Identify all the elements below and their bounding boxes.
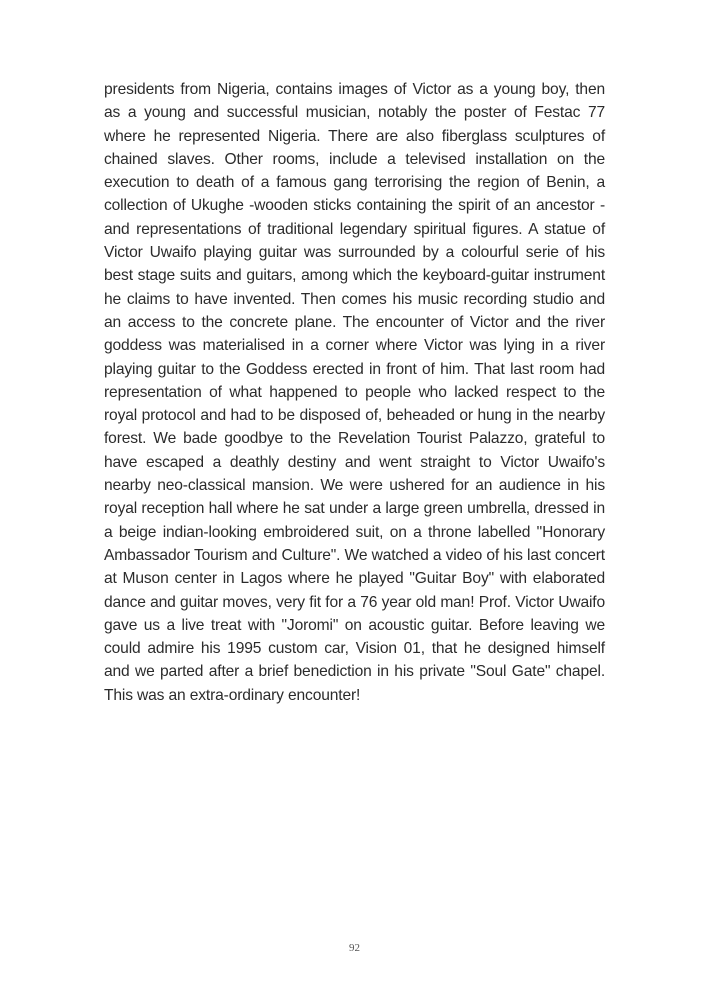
body-paragraph: presidents from Nigeria, contains images of Victor as a young boy, then as a young and successful musician, notably the poster of Festac 77 where he represented Nigeria. There are also fiberglass sculptures of chained slaves. Other rooms, include a televised installation on the execution to death of a famous gang terrorising the region of Benin, a collection of Ukughe -wooden sticks containing the spirit of an ancestor - and representations of traditional legendary spiritual figures. A statue of Victor Uwaifo playing guitar was surrounded by a colourful serie of his best stage suits and guitars, among which the keyboard-guitar instrument he claims to have invented. Then comes his music recording studio and an access to the concrete plane. The encounter of Victor and the river goddess was materialised in a corner where Victor was lying in a river playing guitar to the Goddess erected in front of him. That last room had representation of what happened to people who lacked respect to the royal protocol and had to be disposed of, beheaded or hung in the nearby forest. We bade goodbye to the Revelation Tourist Palazzo, grateful to have escaped a deathly destiny and went straight to Victor Uwaifo's nearby neo-classical mansion. We were ushered for an audience in his royal reception hall where he sat under a large green umbrella, dressed in a beige indian-looking embroidered suit, on a throne labelled "Honorary Ambassador Tourism and Culture". We watched a video of his last concert at Muson center in Lagos where he played "Guitar Boy" with elaborated dance and guitar moves, very fit for a 76 year old man! Prof. Victor Uwaifo gave us a live treat with "Joromi" on acoustic guitar. Before leaving we could admire his 1995 custom car, Vision 01, that he designed himself and we parted after a brief benediction in his private "Soul Gate" chapel. This was an extra-ordinary encounter! — [104, 81, 605, 704]
page-number: 92 — [349, 942, 360, 954]
